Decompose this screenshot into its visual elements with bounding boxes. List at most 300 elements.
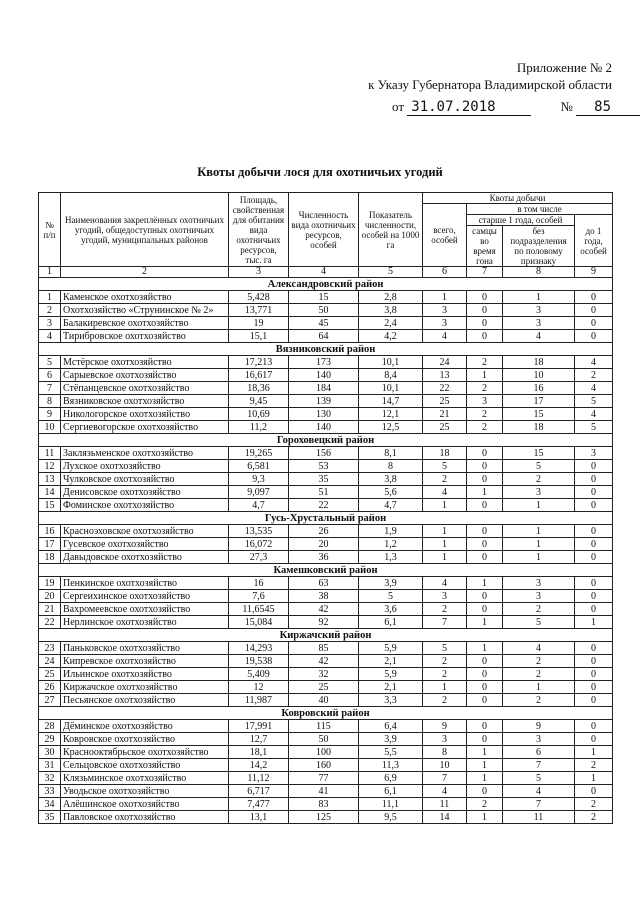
quota-nosex: 5 bbox=[503, 460, 575, 473]
quota-total: 21 bbox=[423, 408, 467, 421]
area-value: 12,7 bbox=[229, 733, 289, 746]
area-value: 18,36 bbox=[229, 382, 289, 395]
row-number: 28 bbox=[39, 720, 61, 733]
population-value: 140 bbox=[289, 369, 359, 382]
quota-males: 0 bbox=[467, 785, 503, 798]
row-number: 15 bbox=[39, 499, 61, 512]
population-value: 100 bbox=[289, 746, 359, 759]
quota-males: 0 bbox=[467, 603, 503, 616]
hunting-ground-name: Песьянское охотхозяйство bbox=[61, 694, 229, 707]
density-value: 3,8 bbox=[359, 304, 423, 317]
col-quotas-header: Квоты добычи bbox=[423, 193, 613, 204]
document-title: Квоты добычи лося для охотничьих угодий bbox=[197, 165, 443, 179]
table-row bbox=[39, 525, 613, 538]
area-value: 13,535 bbox=[229, 525, 289, 538]
area-value: 19,265 bbox=[229, 447, 289, 460]
quota-males: 1 bbox=[467, 577, 503, 590]
quota-total: 4 bbox=[423, 785, 467, 798]
column-number: 2 bbox=[61, 267, 229, 278]
column-number-row bbox=[39, 267, 613, 278]
date-prefix: от bbox=[392, 99, 405, 114]
col-name-header: Наименования закреплённых охотничьих угодий, общедоступных охотничьих угодий, муниципальных районов bbox=[61, 193, 229, 267]
quota-under1: 0 bbox=[575, 642, 613, 655]
population-value: 63 bbox=[289, 577, 359, 590]
population-value: 26 bbox=[289, 525, 359, 538]
quota-under1: 2 bbox=[575, 759, 613, 772]
quota-total: 14 bbox=[423, 811, 467, 824]
quota-under1: 0 bbox=[575, 655, 613, 668]
quota-total: 5 bbox=[423, 642, 467, 655]
density-value: 1,2 bbox=[359, 538, 423, 551]
quota-under1: 1 bbox=[575, 772, 613, 785]
quota-nosex: 4 bbox=[503, 785, 575, 798]
quota-nosex: 15 bbox=[503, 408, 575, 421]
row-number: 24 bbox=[39, 655, 61, 668]
area-value: 11,987 bbox=[229, 694, 289, 707]
quota-under1: 4 bbox=[575, 408, 613, 421]
row-number: 33 bbox=[39, 785, 61, 798]
quota-nosex: 3 bbox=[503, 733, 575, 746]
quota-nosex: 3 bbox=[503, 577, 575, 590]
table-row bbox=[39, 538, 613, 551]
hunting-ground-name: Уводьское охотхозяйство bbox=[61, 785, 229, 798]
quota-males: 1 bbox=[467, 811, 503, 824]
table-row bbox=[39, 382, 613, 395]
population-value: 40 bbox=[289, 694, 359, 707]
hunting-ground-name: Мстёрское охотхозяйство bbox=[61, 356, 229, 369]
quota-under1: 2 bbox=[575, 369, 613, 382]
quota-under1: 2 bbox=[575, 798, 613, 811]
quota-males: 0 bbox=[467, 655, 503, 668]
population-value: 173 bbox=[289, 356, 359, 369]
col-nosex-header: без подразделения по половому признаку bbox=[503, 226, 575, 267]
quota-under1: 0 bbox=[575, 460, 613, 473]
table-row bbox=[39, 668, 613, 681]
table-row bbox=[39, 499, 613, 512]
population-value: 64 bbox=[289, 330, 359, 343]
column-number: 6 bbox=[423, 267, 467, 278]
table-row bbox=[39, 486, 613, 499]
quota-males: 0 bbox=[467, 317, 503, 330]
hunting-ground-name: Красноэховское охотхозяйство bbox=[61, 525, 229, 538]
hunting-ground-name: Алёшинское охотхозяйство bbox=[61, 798, 229, 811]
quota-males: 2 bbox=[467, 798, 503, 811]
quota-under1: 0 bbox=[575, 551, 613, 564]
table-row bbox=[39, 785, 613, 798]
quota-total: 2 bbox=[423, 694, 467, 707]
quota-under1: 0 bbox=[575, 473, 613, 486]
quota-nosex: 7 bbox=[503, 798, 575, 811]
hunting-ground-name: Охотхозяйство «Струнинское № 2» bbox=[61, 304, 229, 317]
table-row bbox=[39, 681, 613, 694]
row-number: 13 bbox=[39, 473, 61, 486]
table-row bbox=[39, 798, 613, 811]
district-header-row bbox=[39, 278, 613, 291]
district-name: Александровский район bbox=[39, 278, 613, 291]
area-value: 14,293 bbox=[229, 642, 289, 655]
col-including-header: в том числе bbox=[467, 204, 613, 215]
quota-males: 2 bbox=[467, 421, 503, 434]
density-value: 11,3 bbox=[359, 759, 423, 772]
population-value: 130 bbox=[289, 408, 359, 421]
quota-under1: 4 bbox=[575, 382, 613, 395]
quota-males: 0 bbox=[467, 460, 503, 473]
quota-under1: 3 bbox=[575, 447, 613, 460]
population-value: 83 bbox=[289, 798, 359, 811]
quota-total: 3 bbox=[423, 733, 467, 746]
hunting-ground-name: Краснооктябрьское охотхозяйство bbox=[61, 746, 229, 759]
district-name: Гусь-Хрустальный район bbox=[39, 512, 613, 525]
row-number: 18 bbox=[39, 551, 61, 564]
hunting-ground-name: Сельцовское охотхозяйство bbox=[61, 759, 229, 772]
density-value: 2,4 bbox=[359, 317, 423, 330]
district-name: Камешковский район bbox=[39, 564, 613, 577]
quota-nosex: 2 bbox=[503, 655, 575, 668]
quota-nosex: 5 bbox=[503, 772, 575, 785]
quota-total: 11 bbox=[423, 798, 467, 811]
population-value: 36 bbox=[289, 551, 359, 564]
quota-males: 0 bbox=[467, 538, 503, 551]
row-number: 23 bbox=[39, 642, 61, 655]
quota-under1: 0 bbox=[575, 499, 613, 512]
area-value: 17,213 bbox=[229, 356, 289, 369]
quota-under1: 0 bbox=[575, 291, 613, 304]
quota-under1: 0 bbox=[575, 668, 613, 681]
area-value: 27,3 bbox=[229, 551, 289, 564]
quota-under1: 0 bbox=[575, 330, 613, 343]
hunting-ground-name: Вязниковское охотхозяйство bbox=[61, 395, 229, 408]
area-value: 18,1 bbox=[229, 746, 289, 759]
quota-males: 2 bbox=[467, 382, 503, 395]
quota-under1: 0 bbox=[575, 317, 613, 330]
hunting-ground-name: Павловское охотхозяйство bbox=[61, 811, 229, 824]
area-value: 15,1 bbox=[229, 330, 289, 343]
table-row bbox=[39, 291, 613, 304]
quota-nosex: 6 bbox=[503, 746, 575, 759]
table-row bbox=[39, 655, 613, 668]
area-value: 11,2 bbox=[229, 421, 289, 434]
population-value: 50 bbox=[289, 733, 359, 746]
quota-total: 7 bbox=[423, 616, 467, 629]
row-number: 16 bbox=[39, 525, 61, 538]
hunting-ground-name: Киржачское охотхозяйство bbox=[61, 681, 229, 694]
quota-nosex: 17 bbox=[503, 395, 575, 408]
col-num-header: № п/п bbox=[39, 193, 61, 267]
density-value: 5,5 bbox=[359, 746, 423, 759]
row-number: 4 bbox=[39, 330, 61, 343]
quota-total: 1 bbox=[423, 525, 467, 538]
population-value: 50 bbox=[289, 304, 359, 317]
hunting-ground-name: Тирибровское охотхозяйство bbox=[61, 330, 229, 343]
area-value: 11,12 bbox=[229, 772, 289, 785]
quota-nosex: 18 bbox=[503, 421, 575, 434]
quota-males: 1 bbox=[467, 746, 503, 759]
area-value: 10,69 bbox=[229, 408, 289, 421]
population-value: 140 bbox=[289, 421, 359, 434]
quota-nosex: 2 bbox=[503, 473, 575, 486]
quota-males: 1 bbox=[467, 616, 503, 629]
quota-nosex: 1 bbox=[503, 499, 575, 512]
quota-under1: 0 bbox=[575, 694, 613, 707]
table-row bbox=[39, 811, 613, 824]
population-value: 92 bbox=[289, 616, 359, 629]
row-number: 3 bbox=[39, 317, 61, 330]
quota-nosex: 11 bbox=[503, 811, 575, 824]
quota-nosex: 3 bbox=[503, 304, 575, 317]
area-value: 13,1 bbox=[229, 811, 289, 824]
quota-nosex: 18 bbox=[503, 356, 575, 369]
density-value: 12,1 bbox=[359, 408, 423, 421]
column-number: 4 bbox=[289, 267, 359, 278]
district-name: Ковровский район bbox=[39, 707, 613, 720]
quota-total: 2 bbox=[423, 473, 467, 486]
quota-nosex: 7 bbox=[503, 759, 575, 772]
quota-males: 0 bbox=[467, 668, 503, 681]
quota-total: 24 bbox=[423, 356, 467, 369]
col-area-header: Площадь, свойственная для обитания вида охотничьих ресурсов, тыс. га bbox=[229, 193, 289, 267]
hunting-ground-name: Денисовское охотхозяйство bbox=[61, 486, 229, 499]
quota-males: 1 bbox=[467, 642, 503, 655]
quota-total: 8 bbox=[423, 746, 467, 759]
district-header-row bbox=[39, 629, 613, 642]
quota-total: 25 bbox=[423, 395, 467, 408]
population-value: 51 bbox=[289, 486, 359, 499]
hunting-ground-name: Чулковское охотхозяйство bbox=[61, 473, 229, 486]
district-name: Вязниковский район bbox=[39, 343, 613, 356]
table-row bbox=[39, 473, 613, 486]
population-value: 53 bbox=[289, 460, 359, 473]
district-name: Гороховецкий район bbox=[39, 434, 613, 447]
row-number: 34 bbox=[39, 798, 61, 811]
table-row bbox=[39, 395, 613, 408]
row-number: 31 bbox=[39, 759, 61, 772]
decree-date: 31.07.2018 bbox=[411, 99, 496, 115]
quota-total: 13 bbox=[423, 369, 467, 382]
quota-total: 18 bbox=[423, 447, 467, 460]
col-density-header: Показатель численности, особей на 1000 га bbox=[359, 193, 423, 267]
quota-total: 4 bbox=[423, 577, 467, 590]
population-value: 160 bbox=[289, 759, 359, 772]
population-value: 42 bbox=[289, 655, 359, 668]
district-name: Киржачский район bbox=[39, 629, 613, 642]
population-value: 22 bbox=[289, 499, 359, 512]
density-value: 6,4 bbox=[359, 720, 423, 733]
density-value: 1,3 bbox=[359, 551, 423, 564]
quota-under1: 0 bbox=[575, 525, 613, 538]
area-value: 9,45 bbox=[229, 395, 289, 408]
density-value: 5 bbox=[359, 590, 423, 603]
quota-nosex: 4 bbox=[503, 330, 575, 343]
quota-under1: 2 bbox=[575, 811, 613, 824]
quota-nosex: 2 bbox=[503, 694, 575, 707]
row-number: 17 bbox=[39, 538, 61, 551]
quota-total: 1 bbox=[423, 291, 467, 304]
district-header-row bbox=[39, 434, 613, 447]
density-value: 3,9 bbox=[359, 733, 423, 746]
quota-total: 4 bbox=[423, 486, 467, 499]
table-row bbox=[39, 408, 613, 421]
quota-nosex: 1 bbox=[503, 525, 575, 538]
area-value: 19,538 bbox=[229, 655, 289, 668]
quota-nosex: 2 bbox=[503, 603, 575, 616]
hunting-ground-name: Сарыевское охотхозяйство bbox=[61, 369, 229, 382]
population-value: 38 bbox=[289, 590, 359, 603]
table-row bbox=[39, 746, 613, 759]
quota-total: 2 bbox=[423, 603, 467, 616]
density-value: 1,9 bbox=[359, 525, 423, 538]
column-number: 8 bbox=[503, 267, 575, 278]
table-row bbox=[39, 642, 613, 655]
quota-under1: 5 bbox=[575, 395, 613, 408]
area-value: 7,6 bbox=[229, 590, 289, 603]
quota-males: 0 bbox=[467, 590, 503, 603]
quota-males: 0 bbox=[467, 551, 503, 564]
area-value: 13,771 bbox=[229, 304, 289, 317]
table-row bbox=[39, 369, 613, 382]
density-value: 8,4 bbox=[359, 369, 423, 382]
quota-males: 0 bbox=[467, 499, 503, 512]
density-value: 8,1 bbox=[359, 447, 423, 460]
quota-total: 25 bbox=[423, 421, 467, 434]
quota-under1: 0 bbox=[575, 577, 613, 590]
population-value: 85 bbox=[289, 642, 359, 655]
number-prefix: № bbox=[560, 99, 573, 114]
quota-males: 0 bbox=[467, 447, 503, 460]
area-value: 7,477 bbox=[229, 798, 289, 811]
quota-total: 3 bbox=[423, 590, 467, 603]
area-value: 16 bbox=[229, 577, 289, 590]
row-number: 20 bbox=[39, 590, 61, 603]
population-value: 156 bbox=[289, 447, 359, 460]
quota-males: 1 bbox=[467, 772, 503, 785]
hunting-ground-name: Ильинское охотхозяйство bbox=[61, 668, 229, 681]
hunting-ground-name: Стёпанцевское охотхозяйство bbox=[61, 382, 229, 395]
quota-males: 2 bbox=[467, 356, 503, 369]
population-value: 41 bbox=[289, 785, 359, 798]
quota-males: 0 bbox=[467, 694, 503, 707]
row-number: 14 bbox=[39, 486, 61, 499]
hunting-ground-name: Сергиевогорское охотхозяйство bbox=[61, 421, 229, 434]
hunting-ground-name: Ковровское охотхозяйство bbox=[61, 733, 229, 746]
population-value: 35 bbox=[289, 473, 359, 486]
quota-males: 0 bbox=[467, 291, 503, 304]
area-value: 16,072 bbox=[229, 538, 289, 551]
table-row bbox=[39, 577, 613, 590]
quota-under1: 0 bbox=[575, 603, 613, 616]
row-number: 7 bbox=[39, 382, 61, 395]
population-value: 125 bbox=[289, 811, 359, 824]
table-row bbox=[39, 603, 613, 616]
area-value: 16,617 bbox=[229, 369, 289, 382]
quota-males: 1 bbox=[467, 369, 503, 382]
population-value: 139 bbox=[289, 395, 359, 408]
area-value: 6,717 bbox=[229, 785, 289, 798]
quota-under1: 1 bbox=[575, 616, 613, 629]
quota-nosex: 3 bbox=[503, 317, 575, 330]
quota-under1: 0 bbox=[575, 733, 613, 746]
hunting-ground-name: Кипревское охотхозяйство bbox=[61, 655, 229, 668]
hunting-ground-name: Нерлинское охотхозяйство bbox=[61, 616, 229, 629]
density-value: 11,1 bbox=[359, 798, 423, 811]
quota-males: 0 bbox=[467, 525, 503, 538]
area-value: 17,991 bbox=[229, 720, 289, 733]
row-number: 32 bbox=[39, 772, 61, 785]
quota-under1: 0 bbox=[575, 304, 613, 317]
quota-males: 0 bbox=[467, 681, 503, 694]
hunting-ground-name: Пенкинское охотхозяйство bbox=[61, 577, 229, 590]
row-number: 35 bbox=[39, 811, 61, 824]
appendix-label: Приложение № 2 bbox=[516, 60, 612, 75]
row-number: 9 bbox=[39, 408, 61, 421]
area-value: 9,3 bbox=[229, 473, 289, 486]
col-males-header: самцы во время гона bbox=[467, 226, 503, 267]
hunting-ground-name: Вахромеевское охотхозяйство bbox=[61, 603, 229, 616]
density-value: 4,2 bbox=[359, 330, 423, 343]
density-value: 6,9 bbox=[359, 772, 423, 785]
hunting-ground-name: Давыдовское охотхозяйство bbox=[61, 551, 229, 564]
hunting-ground-name: Сергеихинское охотхозяйство bbox=[61, 590, 229, 603]
row-number: 30 bbox=[39, 746, 61, 759]
col-population-header: Численность вида охотничьих ресурсов, особей bbox=[289, 193, 359, 267]
density-value: 3,9 bbox=[359, 577, 423, 590]
decree-date-line bbox=[392, 99, 640, 116]
table-row bbox=[39, 460, 613, 473]
density-value: 4,7 bbox=[359, 499, 423, 512]
table-row bbox=[39, 616, 613, 629]
density-value: 5,6 bbox=[359, 486, 423, 499]
quota-nosex: 3 bbox=[503, 486, 575, 499]
area-value: 19 bbox=[229, 317, 289, 330]
quota-nosex: 4 bbox=[503, 642, 575, 655]
density-value: 2,1 bbox=[359, 655, 423, 668]
column-number: 5 bbox=[359, 267, 423, 278]
quota-nosex: 1 bbox=[503, 538, 575, 551]
row-number: 6 bbox=[39, 369, 61, 382]
quota-nosex: 10 bbox=[503, 369, 575, 382]
density-value: 2,8 bbox=[359, 291, 423, 304]
area-value: 9,097 bbox=[229, 486, 289, 499]
area-value: 15,084 bbox=[229, 616, 289, 629]
quota-nosex: 9 bbox=[503, 720, 575, 733]
row-number: 5 bbox=[39, 356, 61, 369]
district-header-row bbox=[39, 564, 613, 577]
row-number: 22 bbox=[39, 616, 61, 629]
district-header-row bbox=[39, 707, 613, 720]
quota-nosex: 5 bbox=[503, 616, 575, 629]
hunting-ground-name: Заклязьменское охотхозяйство bbox=[61, 447, 229, 460]
density-value: 6,1 bbox=[359, 616, 423, 629]
hunting-ground-name: Каменское охотхозяйство bbox=[61, 291, 229, 304]
table-row bbox=[39, 447, 613, 460]
decree-number: 85 bbox=[594, 99, 612, 115]
quota-total: 2 bbox=[423, 668, 467, 681]
quota-table bbox=[38, 192, 613, 824]
quota-total: 3 bbox=[423, 317, 467, 330]
quota-total: 22 bbox=[423, 382, 467, 395]
row-number: 21 bbox=[39, 603, 61, 616]
col-total-header: всего, особей bbox=[423, 204, 467, 267]
quota-under1: 4 bbox=[575, 356, 613, 369]
table-row bbox=[39, 772, 613, 785]
quota-under1: 1 bbox=[575, 746, 613, 759]
table-row bbox=[39, 720, 613, 733]
row-number: 2 bbox=[39, 304, 61, 317]
quota-total: 1 bbox=[423, 499, 467, 512]
population-value: 184 bbox=[289, 382, 359, 395]
row-number: 27 bbox=[39, 694, 61, 707]
area-value: 6,581 bbox=[229, 460, 289, 473]
quota-total: 1 bbox=[423, 681, 467, 694]
